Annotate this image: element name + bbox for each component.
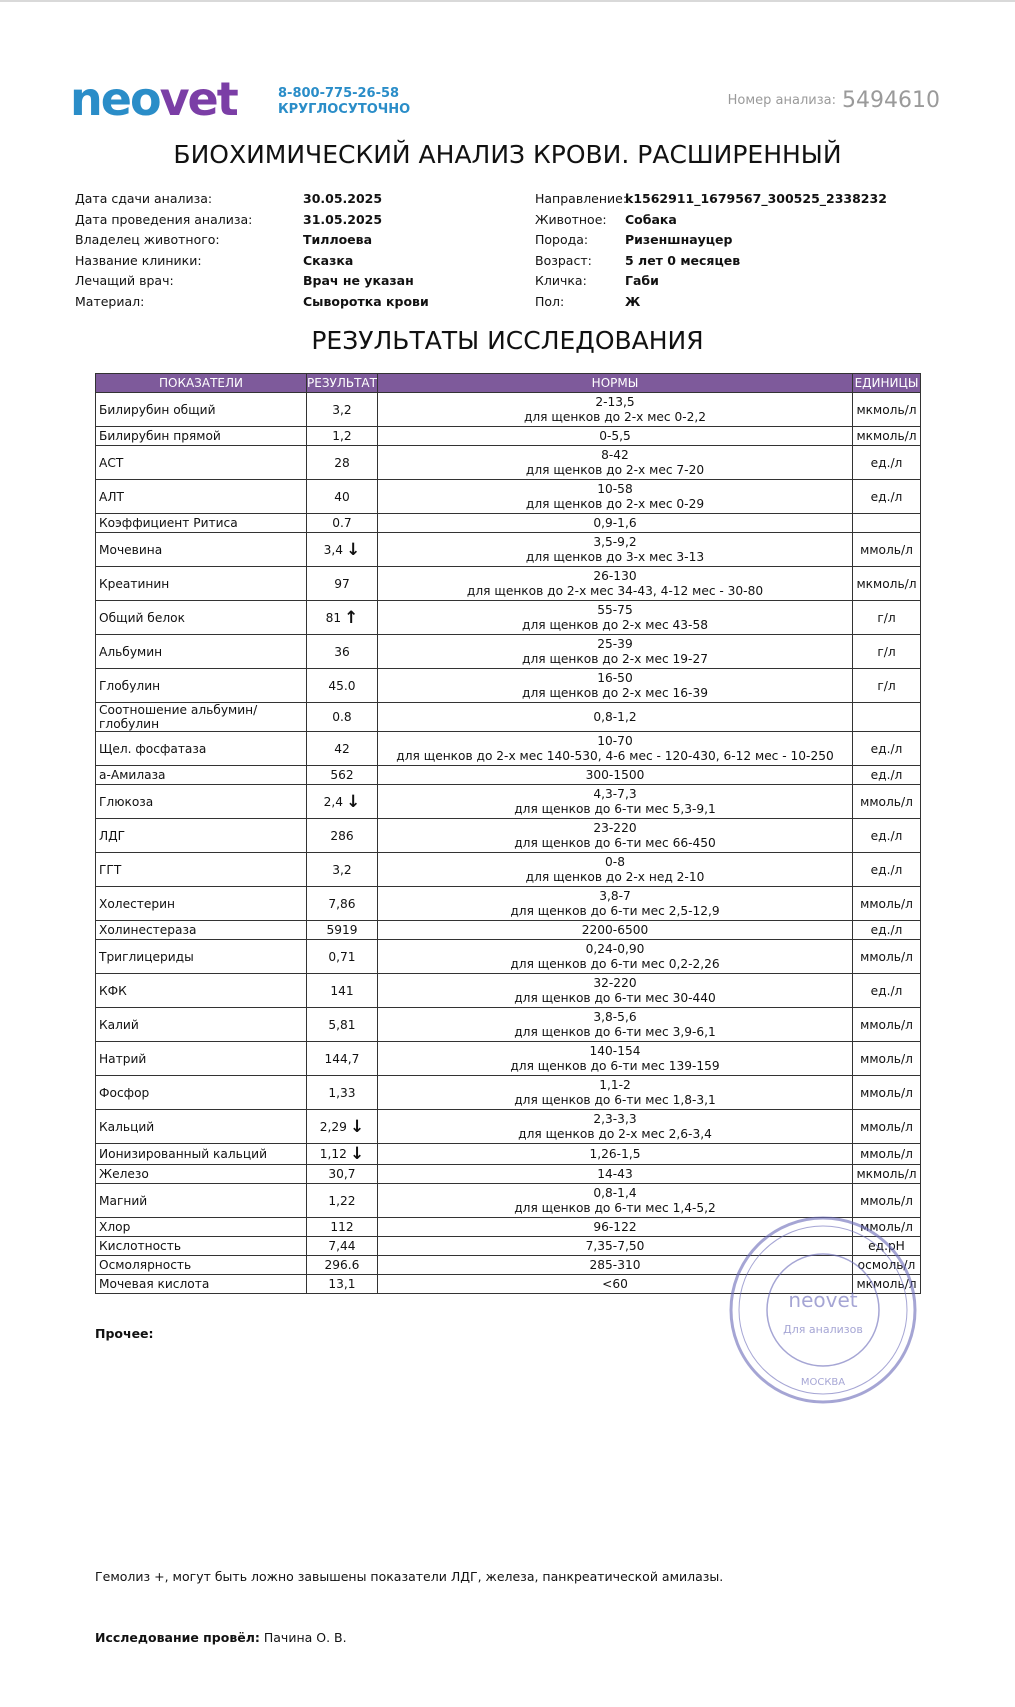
norm-cell — [378, 1042, 853, 1076]
result-value: 30,7 — [328, 1167, 356, 1181]
unit-cell: ед./л — [853, 732, 921, 766]
indicator-name: АСТ — [96, 446, 307, 480]
unit-cell: ед./л — [853, 446, 921, 480]
table-row — [96, 1076, 921, 1110]
info-left-value: Тиллоева — [303, 232, 373, 248]
result-value: 28 — [334, 455, 350, 470]
info-left-labels — [75, 189, 252, 313]
norm-adult: 7,35-7,50 — [585, 1238, 645, 1253]
result-value: 45.0 — [328, 678, 356, 693]
norm-adult: 285-310 — [589, 1257, 641, 1272]
indicator-name: а-Амилаза — [96, 766, 307, 785]
result-value: 36 — [334, 644, 350, 659]
result-value: 3,2 — [332, 862, 352, 877]
unit-cell: ммоль/л — [853, 940, 921, 974]
table-row — [96, 974, 921, 1008]
info-left-label: Дата сдачи анализа: — [75, 191, 213, 206]
norm-cell — [378, 601, 853, 635]
unit-cell: мкмоль/л — [853, 427, 921, 446]
analysis-number-block — [728, 88, 940, 113]
result-value: 40 — [334, 489, 350, 504]
norm-adult: 4,3-7,3 — [593, 786, 637, 801]
norm-adult: 1,1-2 — [599, 1077, 631, 1092]
result-cell — [307, 1237, 378, 1256]
norm-cell — [378, 427, 853, 446]
result-value: 5919 — [326, 923, 358, 937]
result-value: 141 — [330, 983, 354, 998]
norm-puppy: для щенков до 6-ти мес 66-450 — [514, 835, 716, 850]
norm-cell — [378, 819, 853, 853]
norm-cell — [378, 974, 853, 1008]
norm-adult: 1,26-1,5 — [589, 1146, 641, 1161]
clinic-stamp — [728, 1215, 918, 1405]
result-cell — [307, 1218, 378, 1237]
result-value: 7,86 — [328, 896, 356, 911]
table-row — [96, 732, 921, 766]
norm-cell — [378, 887, 853, 921]
norm-puppy: для щенков до 2-х мес 2,6-3,4 — [518, 1126, 712, 1141]
analysis-number: 5494610 — [842, 88, 940, 113]
result-cell — [307, 766, 378, 785]
norm-puppy: для щенков до 2-х мес 0-2,2 — [523, 409, 707, 424]
norm-cell — [378, 921, 853, 940]
indicator-name: Глобулин — [96, 669, 307, 703]
top-border — [0, 0, 1015, 2]
result-value: 0.7 — [332, 516, 352, 530]
other-label: Прочее: — [95, 1326, 154, 1341]
info-left-value: Сыворотка крови — [303, 293, 429, 309]
norm-cell — [378, 1144, 853, 1165]
result-cell — [307, 393, 378, 427]
result-cell — [307, 1008, 378, 1042]
table-row — [96, 480, 921, 514]
result-cell — [307, 887, 378, 921]
unit-cell: мкмоль/л — [853, 1275, 921, 1294]
unit-cell: ммоль/л — [853, 1218, 921, 1237]
norm-cell — [378, 669, 853, 703]
indicator-name: Натрий — [96, 1042, 307, 1076]
table-row — [96, 635, 921, 669]
unit-cell: ммоль/л — [853, 1184, 921, 1218]
result-value: 1,2 — [332, 429, 352, 443]
norm-puppy: для щенков до 2-х мес 7-20 — [525, 462, 705, 477]
norm-cell — [378, 514, 853, 533]
header-unit: ЕДИНИЦЫ — [853, 374, 921, 393]
unit-cell: ммоль/л — [853, 1042, 921, 1076]
norm-puppy: для щенков до 2-х мес 16-39 — [522, 685, 708, 700]
indicator-name: Соотношение альбумин/глобулин — [96, 703, 307, 732]
table-row — [96, 533, 921, 567]
norm-puppy: для щенков до 2-х мес 34-43, 4-12 мес - 30-80 — [466, 583, 764, 598]
norm-cell — [378, 567, 853, 601]
info-right-value: Ризеншнауцер — [625, 232, 733, 248]
unit-cell: г/л — [853, 669, 921, 703]
result-cell — [307, 601, 378, 635]
table-row — [96, 601, 921, 635]
indicator-name: Калий — [96, 1008, 307, 1042]
norm-adult: 0,9-1,6 — [593, 515, 637, 530]
indicator-name: Альбумин — [96, 635, 307, 669]
unit-cell: ммоль/л — [853, 533, 921, 567]
table-row — [96, 766, 921, 785]
table-row — [96, 785, 921, 819]
norm-cell — [378, 785, 853, 819]
table-row — [96, 669, 921, 703]
indicator-name: Холинестераза — [96, 921, 307, 940]
unit-cell: ед./л — [853, 480, 921, 514]
result-cell — [307, 1184, 378, 1218]
result-cell — [307, 1165, 378, 1184]
norm-adult: 0,8-1,2 — [593, 709, 637, 724]
results-title: РЕЗУЛЬТАТЫ ИССЛЕДОВАНИЯ — [311, 326, 704, 355]
norm-puppy: для щенков до 2-х мес 140-530, 4-6 мес - 120-430, 6-12 мес - 10-250 — [396, 748, 834, 763]
result-cell — [307, 1256, 378, 1275]
info-left-value: Врач не указан — [303, 273, 414, 289]
info-right-label: Кличка: — [535, 273, 587, 289]
indicator-name: Билирубин прямой — [96, 427, 307, 446]
info-right-label: Возраст: — [535, 252, 592, 268]
indicator-name: КФК — [96, 974, 307, 1008]
table-row — [96, 921, 921, 940]
unit-cell: ед./л — [853, 853, 921, 887]
unit-cell: ед.рН — [853, 1237, 921, 1256]
info-left-label: Материал: — [75, 293, 145, 309]
norm-adult: 3,5-9,2 — [593, 534, 637, 549]
result-cell — [307, 1144, 378, 1165]
norm-puppy: для щенков до 6-ти мес 3,9-6,1 — [514, 1024, 716, 1039]
result-cell — [307, 974, 378, 1008]
result-cell — [307, 732, 378, 766]
norm-puppy: для щенков до 2-х мес 43-58 — [522, 617, 708, 632]
result-value: 2,29 — [319, 1119, 347, 1134]
table-row — [96, 1184, 921, 1218]
table-row — [96, 819, 921, 853]
info-right-label: Пол: — [535, 293, 565, 309]
indicator-name: АЛТ — [96, 480, 307, 514]
indicator-name: Кислотность — [96, 1237, 307, 1256]
info-right-label: Животное: — [535, 211, 607, 227]
arrow-down-icon: ↓ — [346, 539, 361, 560]
unit-cell: г/л — [853, 635, 921, 669]
indicator-name: Билирубин общий — [96, 393, 307, 427]
info-left-values — [303, 189, 429, 313]
norm-puppy: для щенков до 6-ти мес 1,4-5,2 — [514, 1200, 716, 1215]
norm-cell — [378, 1008, 853, 1042]
result-value: 97 — [334, 576, 350, 591]
table-row — [96, 1042, 921, 1076]
indicator-name: Креатинин — [96, 567, 307, 601]
result-cell — [307, 635, 378, 669]
info-right-value: 5 лет 0 месяцев — [625, 252, 741, 268]
unit-cell: ммоль/л — [853, 1110, 921, 1144]
logo-part-vet: vet — [159, 72, 237, 126]
result-value: 562 — [330, 768, 354, 782]
norm-puppy: для щенков до 2-х нед 2-10 — [525, 869, 705, 884]
result-cell — [307, 819, 378, 853]
indicator-name: Хлор — [96, 1218, 307, 1237]
contact-block — [278, 86, 410, 118]
norm-adult: 0,8-1,4 — [593, 1185, 637, 1200]
info-left-label: Название клиники: — [75, 252, 202, 268]
info-left-label: Лечащий врач: — [75, 273, 174, 289]
table-row — [96, 887, 921, 921]
result-value: 286 — [330, 828, 354, 843]
result-value: 0,71 — [328, 949, 356, 964]
norm-adult: <60 — [602, 1276, 628, 1291]
norm-adult: 140-154 — [589, 1043, 641, 1058]
header-norm: НОРМЫ — [378, 374, 853, 393]
table-row — [96, 853, 921, 887]
info-right-label: Порода: — [535, 232, 589, 248]
norm-puppy: для щенков до 6-ти мес 1,8-3,1 — [514, 1092, 716, 1107]
indicator-name: ГГТ — [96, 853, 307, 887]
arrow-up-icon: ↑ — [344, 607, 359, 628]
norm-adult: 0,24-0,90 — [585, 941, 645, 956]
norm-cell — [378, 732, 853, 766]
norm-puppy: для щенков до 3-х мес 3-13 — [525, 549, 705, 564]
result-cell — [307, 1110, 378, 1144]
indicator-name: Глюкоза — [96, 785, 307, 819]
table-row — [96, 514, 921, 533]
arrow-down-icon: ↓ — [349, 1116, 365, 1137]
norm-cell — [378, 1076, 853, 1110]
unit-cell: осмоль/л — [853, 1256, 921, 1275]
unit-cell: мкмоль/л — [853, 393, 921, 427]
norm-adult: 25-39 — [597, 636, 633, 651]
performed-by — [95, 1630, 347, 1645]
stamp-center-text: Для анализов — [783, 1323, 863, 1336]
info-left-label: Дата проведения анализа: — [75, 211, 253, 227]
norm-adult: 2200-6500 — [581, 922, 649, 937]
header-result: РЕЗУЛЬТАТ — [307, 374, 378, 393]
norm-cell — [378, 393, 853, 427]
unit-cell — [853, 514, 921, 533]
norm-cell — [378, 533, 853, 567]
info-left-value: 31.05.2025 — [303, 211, 383, 227]
table-row — [96, 1110, 921, 1144]
norm-adult: 2-13,5 — [595, 394, 635, 409]
table-row — [96, 1008, 921, 1042]
norm-cell — [378, 1110, 853, 1144]
unit-cell: ммоль/л — [853, 1144, 921, 1165]
result-value: 7,44 — [328, 1239, 356, 1253]
norm-adult: 14-43 — [597, 1166, 633, 1181]
norm-adult: 10-70 — [597, 733, 633, 748]
table-row — [96, 1165, 921, 1184]
table-row — [96, 703, 921, 732]
norm-cell — [378, 853, 853, 887]
result-cell — [307, 1042, 378, 1076]
norm-adult: 3,8-7 — [599, 888, 631, 903]
info-right-label: Направление: — [535, 191, 628, 206]
result-value: 1,22 — [328, 1193, 356, 1208]
performed-label: Исследование провёл: — [95, 1630, 260, 1645]
norm-adult: 3,8-5,6 — [593, 1009, 637, 1024]
result-cell — [307, 1275, 378, 1294]
info-left-label: Владелец животного: — [75, 232, 220, 248]
result-value: 13,1 — [328, 1277, 356, 1291]
indicator-name: Щел. фосфатаза — [96, 732, 307, 766]
stamp-bottom-text: МОСКВА — [800, 1377, 846, 1388]
indicator-name: Железо — [96, 1165, 307, 1184]
result-cell — [307, 480, 378, 514]
unit-cell: ммоль/л — [853, 1008, 921, 1042]
norm-puppy: для щенков до 6-ти мес 30-440 — [514, 990, 716, 1005]
norm-cell — [378, 446, 853, 480]
result-cell — [307, 785, 378, 819]
table-row — [96, 427, 921, 446]
unit-cell — [853, 703, 921, 732]
hemolysis-note: Гемолиз +, могут быть ложно завышены показатели ЛДГ, железа, панкреатической амилазы. — [95, 1569, 724, 1584]
indicator-name: Магний — [96, 1184, 307, 1218]
unit-cell: мкмоль/л — [853, 1165, 921, 1184]
result-value: 144,7 — [324, 1051, 360, 1066]
norm-adult: 300-1500 — [585, 767, 645, 782]
result-value: 5,81 — [328, 1017, 356, 1032]
indicator-name: Коэффициент Ритиса — [96, 514, 307, 533]
unit-cell: ед./л — [853, 974, 921, 1008]
stamp-logo: neovet — [788, 1288, 858, 1312]
norm-cell — [378, 703, 853, 732]
indicator-name: Ионизированный кальций — [96, 1144, 307, 1165]
unit-cell: ед./л — [853, 921, 921, 940]
result-value: 1,33 — [328, 1085, 356, 1100]
info-right-value: Габи — [625, 273, 659, 289]
indicator-name: Триглицериды — [96, 940, 307, 974]
result-cell — [307, 921, 378, 940]
unit-cell: ммоль/л — [853, 887, 921, 921]
result-value: 296.6 — [324, 1258, 360, 1272]
norm-puppy: для щенков до 2-х мес 0-29 — [525, 496, 705, 511]
neovet-logo — [70, 72, 240, 130]
hours-label: КРУГЛОСУТОЧНО — [278, 102, 411, 117]
norm-adult: 0-5,5 — [599, 428, 631, 443]
unit-cell: мкмоль/л — [853, 567, 921, 601]
arrow-down-icon: ↓ — [346, 791, 361, 812]
norm-adult: 96-122 — [593, 1219, 637, 1234]
unit-cell: ед./л — [853, 819, 921, 853]
phone-number: 8-800-775-26-58 — [278, 86, 400, 101]
result-cell — [307, 533, 378, 567]
result-cell — [307, 567, 378, 601]
indicator-name: ЛДГ — [96, 819, 307, 853]
info-left-value: Сказка — [303, 252, 354, 268]
info-right-labels — [535, 189, 627, 313]
info-right-values — [625, 189, 887, 313]
results-table — [95, 373, 921, 1294]
norm-adult: 8-42 — [601, 447, 629, 462]
result-value: 0.8 — [332, 710, 352, 724]
result-value: 112 — [330, 1220, 354, 1234]
header-name: ПОКАЗАТЕЛИ — [96, 374, 307, 393]
info-left-value: 30.05.2025 — [303, 191, 383, 206]
info-right-value: k1562911_1679567_300525_2338232 — [625, 191, 887, 206]
document-title: БИОХИМИЧЕСКИЙ АНАЛИЗ КРОВИ. РАСШИРЕННЫЙ — [173, 140, 842, 169]
norm-adult: 16-50 — [597, 670, 633, 685]
analysis-number-label: Номер анализа: — [727, 93, 837, 108]
norm-cell — [378, 766, 853, 785]
table-row — [96, 393, 921, 427]
indicator-name: Фосфор — [96, 1076, 307, 1110]
norm-cell — [378, 480, 853, 514]
result-cell — [307, 1076, 378, 1110]
table-row — [96, 1144, 921, 1165]
unit-cell: г/л — [853, 601, 921, 635]
result-value: 81 — [325, 610, 342, 625]
info-right-value: Собака — [625, 211, 677, 227]
result-cell — [307, 853, 378, 887]
indicator-name: Холестерин — [96, 887, 307, 921]
norm-puppy: для щенков до 6-ти мес 5,3-9,1 — [514, 801, 716, 816]
result-cell — [307, 446, 378, 480]
performed-name: Пачина О. В. — [263, 1630, 347, 1645]
indicator-name: Кальций — [96, 1110, 307, 1144]
norm-puppy: для щенков до 2-х мес 19-27 — [522, 651, 708, 666]
norm-adult: 23-220 — [593, 820, 637, 835]
result-value: 2,4 — [323, 794, 344, 809]
norm-puppy: для щенков до 6-ти мес 2,5-12,9 — [510, 903, 720, 918]
result-cell — [307, 703, 378, 732]
norm-puppy: для щенков до 6-ти мес 139-159 — [510, 1058, 720, 1073]
norm-adult: 10-58 — [597, 481, 633, 496]
arrow-down-icon: ↓ — [349, 1144, 365, 1164]
result-cell — [307, 940, 378, 974]
result-value: 1,12 — [319, 1147, 347, 1161]
result-value: 3,4 — [323, 542, 344, 557]
norm-adult: 2,3-3,3 — [593, 1111, 637, 1126]
unit-cell: ед./л — [853, 766, 921, 785]
norm-adult: 0-8 — [605, 854, 625, 869]
table-header-row — [96, 374, 921, 393]
result-value: 3,2 — [332, 402, 352, 417]
norm-cell — [378, 1184, 853, 1218]
result-cell — [307, 514, 378, 533]
norm-adult: 55-75 — [597, 602, 633, 617]
info-right-value: Ж — [625, 293, 641, 309]
logo-part-neo: neo — [70, 72, 160, 126]
norm-puppy: для щенков до 6-ти мес 0,2-2,26 — [510, 956, 720, 971]
table-row — [96, 567, 921, 601]
indicator-name: Мочевая кислота — [96, 1275, 307, 1294]
unit-cell: ммоль/л — [853, 1076, 921, 1110]
norm-adult: 32-220 — [593, 975, 637, 990]
result-value: 42 — [334, 741, 350, 756]
unit-cell: ммоль/л — [853, 785, 921, 819]
table-row — [96, 446, 921, 480]
norm-cell — [378, 635, 853, 669]
indicator-name: Осмолярность — [96, 1256, 307, 1275]
indicator-name: Мочевина — [96, 533, 307, 567]
norm-cell — [378, 1165, 853, 1184]
indicator-name: Общий белок — [96, 601, 307, 635]
table-row — [96, 940, 921, 974]
result-cell — [307, 669, 378, 703]
norm-adult: 26-130 — [593, 568, 637, 583]
norm-cell — [378, 940, 853, 974]
result-cell — [307, 427, 378, 446]
